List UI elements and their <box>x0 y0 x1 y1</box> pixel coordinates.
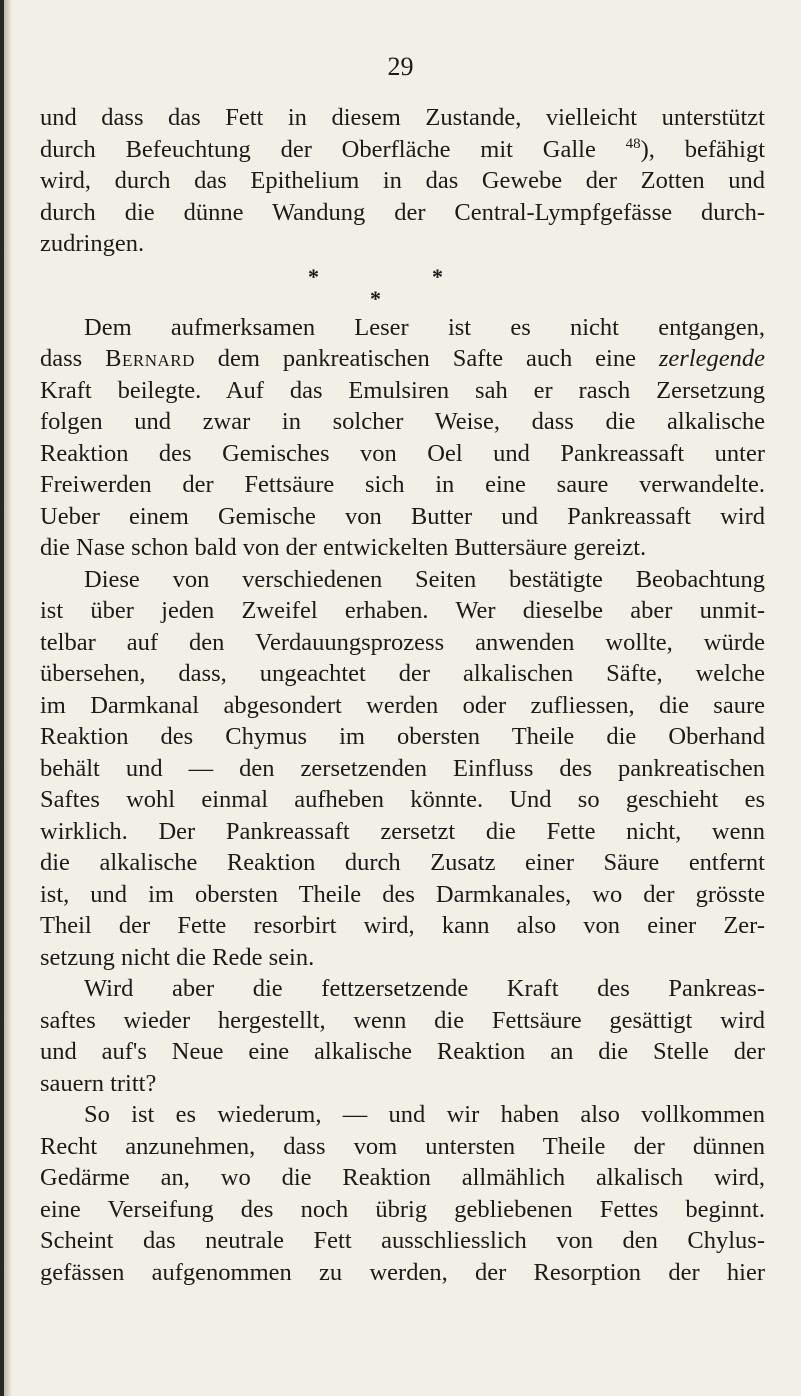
text-segment: dass <box>40 345 83 372</box>
text-line: Gedärme an, wo die Reaktion allmählich alkalisch wird, <box>40 1164 765 1191</box>
paragraph <box>40 312 765 564</box>
text-segment: ), befähigt <box>640 135 766 163</box>
text-line: Freiwerden der Fettsäure sich in eine saure verwandelte. <box>40 471 765 498</box>
text-line: Reaktion des Chymus im obersten Theile die Oberhand <box>40 723 765 750</box>
text-line: setzung nicht die Rede sein. <box>40 943 315 971</box>
page-gutter-shadow <box>4 0 12 1396</box>
text-line: Diese von verschiedenen Seiten bestätigte Beobachtung <box>84 565 765 593</box>
text-line: durch die dünne Wandung der Central-Lympfgefässe durch- <box>40 198 765 226</box>
paragraph-continuation <box>40 102 765 260</box>
text-line: gefässen aufgenommen zu werden, der Resorption der hier <box>40 1258 765 1286</box>
paragraph <box>40 1099 765 1288</box>
text-segment: dem pankreatischen Safte auch eine <box>217 345 636 372</box>
text-line <box>40 134 765 166</box>
emphasized-word: zerlegende <box>658 345 766 372</box>
paragraph <box>40 973 765 1099</box>
section-separator <box>40 260 765 312</box>
text-line: Theil der Fette resorbirt wird, kann also von einer Zer- <box>40 912 765 939</box>
text-line: telbar auf den Verdauungsprozess anwenden wollte, würde <box>40 628 765 656</box>
paragraph <box>40 564 765 974</box>
text-line: die Nase schon bald von der entwickelten Buttersäure gereizt. <box>40 534 647 561</box>
text-line: wird, durch das Epithelium in das Gewebe der Zotten und <box>40 167 765 194</box>
page-body <box>40 102 765 1288</box>
text-line <box>40 343 765 375</box>
text-line: Saftes wohl einmal aufheben könnte. Und so geschieht es <box>40 786 765 813</box>
text-line: So ist es wiederum, — und wir haben also vollkommen <box>84 1101 765 1128</box>
text-line: saftes wieder hergestellt, wenn die Fettsäure gesättigt wird <box>40 1006 765 1034</box>
text-line: wirklich. Der Pankreassaft zersetzt die Fette nicht, wenn <box>40 817 765 845</box>
text-line: eine Verseifung des noch übrig gebliebenen Fettes beginnt. <box>40 1195 765 1223</box>
text-line: ist über jeden Zweifel erhaben. Wer dieselbe aber unmit- <box>40 597 765 624</box>
text-line: Kraft beilegte. Auf das Emulsiren sah er rasch Zersetzung <box>40 376 765 404</box>
text-line: Wird aber die fettzersetzende Kraft des Pankreas- <box>84 975 765 1002</box>
footnote-reference: 48 <box>625 135 641 152</box>
text-line: sauern tritt? <box>40 1069 157 1097</box>
text-line: und dass das Fett in diesem Zustande, vielleicht unterstützt <box>40 104 765 131</box>
text-line: folgen und zwar in solcher Weise, dass die alkalische <box>40 408 765 435</box>
text-line: behält und — den zersetzenden Einfluss des pankreatischen <box>40 754 765 782</box>
text-line: ist, und im obersten Theile des Darmkanales, wo der grösste <box>40 880 765 908</box>
text-line: im Darmkanal abgesondert werden oder zufliessen, die saure <box>40 691 765 719</box>
text-line: Reaktion des Gemisches von Oel und Pankreassaft unter <box>40 439 765 467</box>
text-line: Dem aufmerksamen Leser ist es nicht entgangen, <box>84 313 765 341</box>
page-number: 29 <box>387 52 414 81</box>
text-segment: durch Befeuchtung der Oberfläche mit Galle <box>40 135 596 163</box>
text-line: Ueber einem Gemische von Butter und Pankreassaft wird <box>40 502 765 530</box>
text-line: Scheint das neutrale Fett ausschliesslich von den Chylus- <box>40 1227 765 1254</box>
asterisk-glyph: * <box>432 263 443 289</box>
text-line: die alkalische Reaktion durch Zusatz einer Säure entfernt <box>40 849 765 876</box>
text-line: übersehen, dass, ungeachtet der alkalischen Säfte, welche <box>40 660 765 687</box>
text-line: und auf's Neue eine alkalische Reaktion an die Stelle der <box>40 1038 765 1065</box>
author-name: Bernard <box>105 345 195 372</box>
asterisk-glyph: * <box>370 285 381 311</box>
text-line: Recht anzunehmen, dass vom untersten Theile der dünnen <box>40 1132 765 1160</box>
asterisk-glyph: * <box>308 263 319 289</box>
text-line: zudringen. <box>40 230 145 257</box>
